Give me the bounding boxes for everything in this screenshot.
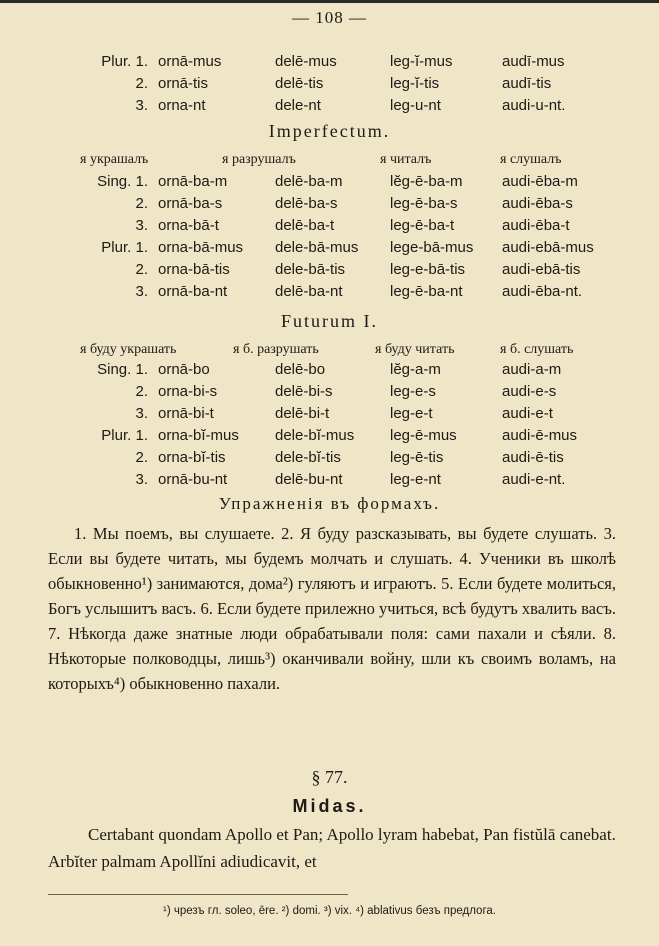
verb-form: audi-ē-mus [502, 427, 578, 444]
verb-form: delē-ba-s [275, 195, 338, 212]
futurum-row [0, 449, 659, 471]
verb-form: lĕg-ē-ba-m [390, 173, 463, 190]
footnote: ¹) чрезъ гл. soleo, ēre. ²) domi. ³) vix. ⁴) ablativus безъ предлога. [163, 905, 496, 917]
exercise-heading: Упражненія въ формахъ. [218, 494, 441, 513]
present-row [0, 75, 659, 97]
verb-form: ornā-mus [158, 53, 222, 70]
verb-form: audī-tis [502, 75, 552, 92]
person-label: Plur. 1. [101, 239, 148, 256]
verb-form: orna-bā-mus [158, 239, 244, 256]
verb-form: leg-e-nt [390, 471, 441, 488]
verb-form: audī-mus [502, 53, 565, 70]
verb-form: orna-bā-t [158, 217, 219, 234]
verb-form: ornā-bi-t [158, 405, 214, 422]
verb-form: leg-ĭ-mus [390, 53, 453, 70]
person-label: 2. [135, 75, 148, 92]
person-label: Plur. 1. [101, 53, 148, 70]
translation-label: я б. разрушать [233, 342, 319, 357]
latin-paragraph: Certabant quondam Apollo et Pan; Apollo lyram habebat, Pan fistŭlā canebat. Arbĭter palmam Apollĭni adiudicavit, et [48, 825, 616, 871]
verb-form: leg-e-s [390, 383, 436, 400]
verb-form: dele-bĭ-tis [275, 449, 341, 466]
verb-form: orna-nt [158, 97, 206, 114]
futurum-row [0, 383, 659, 405]
person-label: 3. [135, 217, 148, 234]
present-row [0, 97, 659, 119]
verb-form: audi-ebā-mus [502, 239, 594, 256]
imperfectum-row [0, 217, 659, 239]
translation-label: я разрушалъ [222, 152, 296, 167]
person-label: 2. [135, 195, 148, 212]
verb-form: audi-e-nt. [502, 471, 566, 488]
imperfectum-row [0, 239, 659, 261]
verb-form: leg-ē-tis [390, 449, 444, 466]
translation-label: я украшалъ [80, 152, 149, 167]
verb-form: ornā-ba-nt [158, 283, 228, 300]
verb-form: audi-ebā-tis [502, 261, 581, 278]
verb-form: dele-bĭ-mus [275, 427, 355, 444]
verb-form: delē-ba-t [275, 217, 335, 234]
translation-label: я буду читать [375, 342, 455, 357]
verb-form: delē-bu-nt [275, 471, 343, 488]
imperfectum-row [0, 173, 659, 195]
verb-form: delē-ba-m [275, 173, 343, 190]
verb-form: audi-ēba-m [502, 173, 578, 190]
latin-text [48, 821, 618, 875]
verb-form: ornā-bo [158, 361, 210, 378]
futurum-row [0, 405, 659, 427]
verb-form: audi-e-s [502, 383, 557, 400]
verb-form: ornā-tis [158, 75, 209, 92]
verb-form: audi-e-t [502, 405, 553, 422]
verb-form: orna-bi-s [158, 383, 218, 400]
verb-form: leg-ē-ba-s [390, 195, 458, 212]
section-number: § 77. [311, 767, 348, 787]
verb-form: audi-a-m [502, 361, 562, 378]
person-label: 2. [135, 449, 148, 466]
imperfectum-row [0, 283, 659, 305]
verb-form: orna-bā-tis [158, 261, 230, 278]
present-row [0, 53, 659, 75]
verb-form: audi-ē-tis [502, 449, 564, 466]
verb-form: lĕg-a-m [390, 361, 441, 378]
verb-form: audi-u-nt. [502, 97, 566, 114]
person-label: 2. [135, 383, 148, 400]
person-label: Sing. 1. [97, 173, 148, 190]
person-label: 3. [135, 97, 148, 114]
translation-label: я буду украшать [80, 342, 177, 357]
verb-form: ornā-bu-nt [158, 471, 228, 488]
verb-form: ornā-ba-s [158, 195, 223, 212]
imperfectum-row [0, 195, 659, 217]
imperfectum-row [0, 261, 659, 283]
imperfectum-heading: Imperfectum. [268, 121, 391, 141]
verb-form: audi-ēba-s [502, 195, 573, 212]
person-label: Plur. 1. [101, 427, 148, 444]
section-title: Midas. [292, 796, 367, 816]
verb-form: delē-bi-t [275, 405, 330, 422]
verb-form: orna-bĭ-tis [158, 449, 226, 466]
verb-form: leg-e-bā-tis [390, 261, 466, 278]
verb-form: orna-bĭ-mus [158, 427, 239, 444]
verb-form: leg-ē-ba-nt [390, 283, 463, 300]
verb-form: lege-bā-mus [390, 239, 474, 256]
person-label: 3. [135, 471, 148, 488]
verb-form: leg-e-t [390, 405, 433, 422]
translation-label: я б. слушать [500, 342, 574, 357]
verb-form: delē-bi-s [275, 383, 333, 400]
exercise-paragraph: 1. Мы поемъ, вы слушаете. 2. Я буду разсказывать, вы будете слушать. 3. Если вы будете читать, мы будемъ молчать и слушать. 4. Ученики въ школѣ обыкновенно¹) занимаются, дома²) гуляютъ и играютъ. 5. Если будете молиться, Богъ услышитъ васъ. 6. Если будете прилежно учиться, всѣ будутъ хвалить васъ. 7. Нѣкогда даже знатные люди обрабатывали поля: сами пахали и сѣяли. 8. Нѣкоторые полководцы, лишь³) оканчивали войну, шли къ своимъ воламъ, на которыхъ⁴) обыкновенно пахали. [48, 524, 616, 693]
verb-form: dele-nt [275, 97, 321, 114]
verb-form: dele-bā-mus [275, 239, 359, 256]
footnote-rule [48, 894, 348, 895]
verb-form: audi-ēba-nt. [502, 283, 583, 300]
person-label: 3. [135, 405, 148, 422]
verb-form: dele-bā-tis [275, 261, 346, 278]
futurum-row [0, 471, 659, 493]
verb-form: delē-bo [275, 361, 326, 378]
translation-label: я читалъ [380, 152, 432, 167]
translation-label: я слушалъ [500, 152, 562, 167]
verb-form: audi-ēba-t [502, 217, 570, 234]
page-number: — 108 — [292, 8, 367, 27]
verb-form: delē-tis [275, 75, 324, 92]
futurum-row [0, 427, 659, 449]
verb-form: delē-mus [275, 53, 337, 70]
futurum-heading: Futurum I. [280, 311, 378, 331]
verb-form: leg-ē-mus [390, 427, 457, 444]
verb-form: leg-ē-ba-t [390, 217, 455, 234]
verb-form: delē-ba-nt [275, 283, 343, 300]
verb-form: leg-u-nt [390, 97, 441, 114]
top-rule [0, 0, 659, 3]
person-label: 3. [135, 283, 148, 300]
verb-form: ornā-ba-m [158, 173, 228, 190]
verb-form: leg-ĭ-tis [390, 75, 440, 92]
futurum-row [0, 361, 659, 383]
person-label: 2. [135, 261, 148, 278]
person-label: Sing. 1. [97, 361, 148, 378]
exercise-text [48, 521, 616, 696]
